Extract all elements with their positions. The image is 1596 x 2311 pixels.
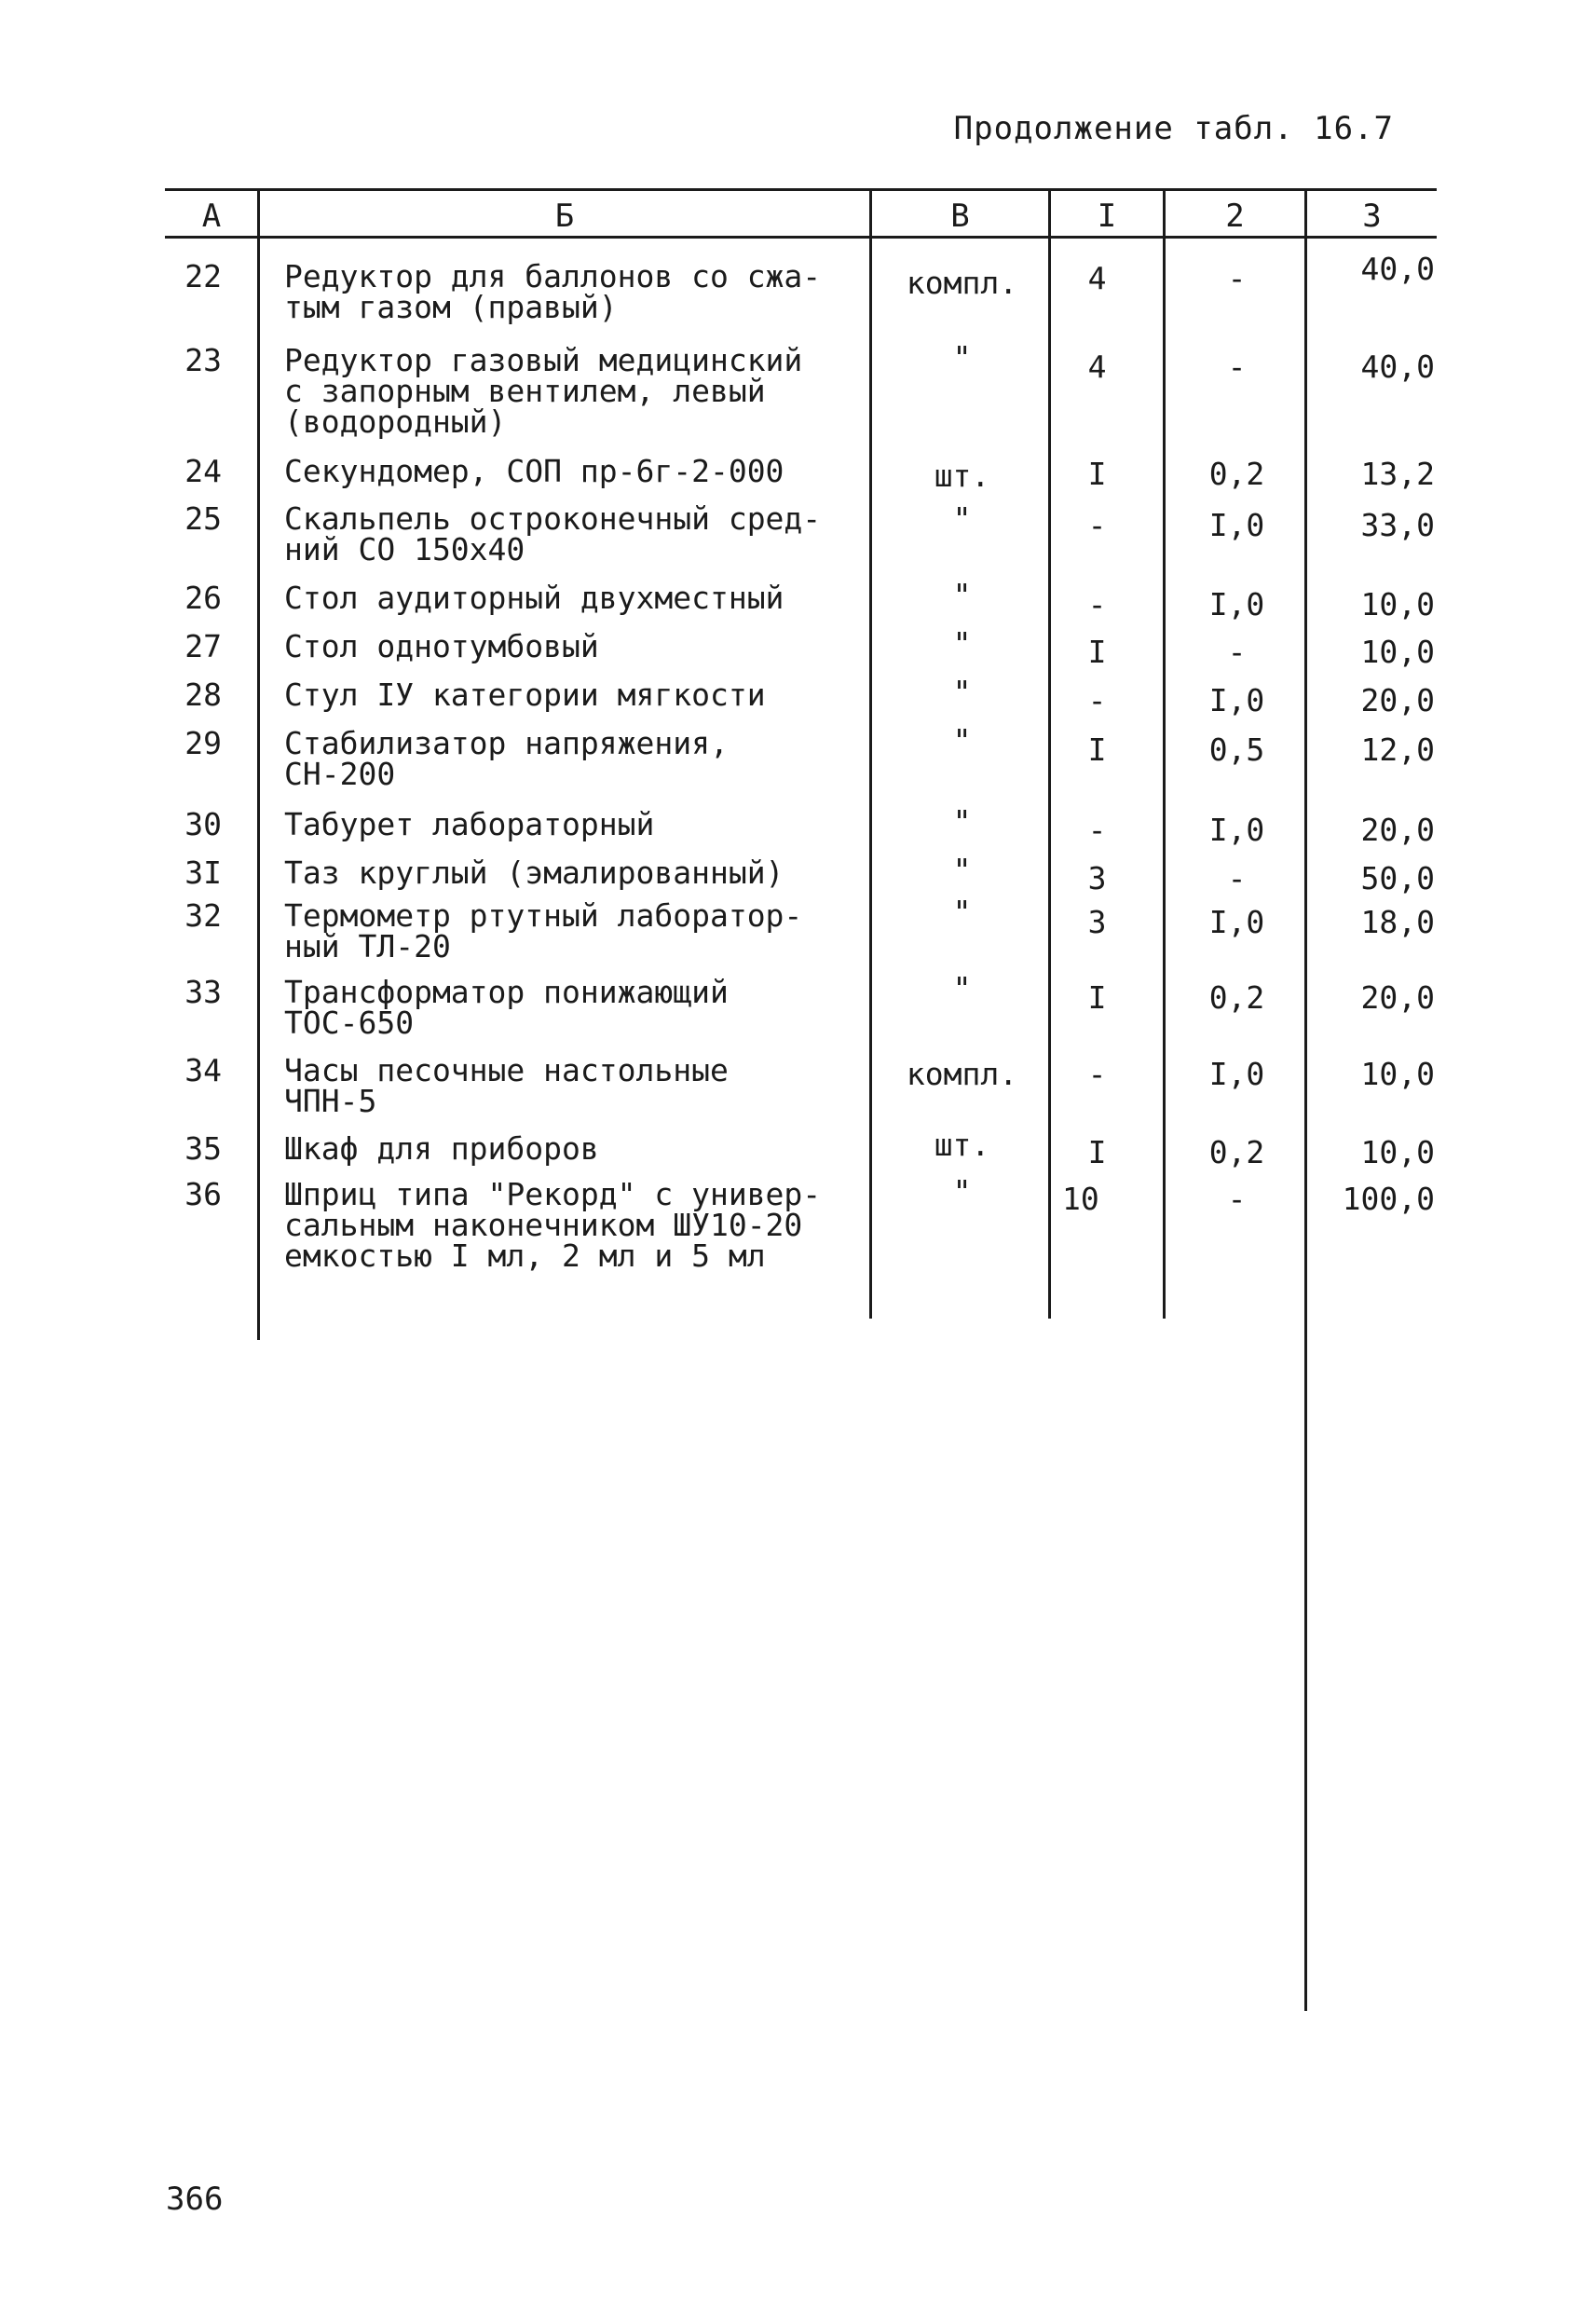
row-31-number: 3I [184,855,222,891]
row-27-col-2: - [1227,634,1247,670]
row-32-name: Термометр ртутный лаборатор- ный ТЛ-20 [284,897,803,964]
row-36-col-2: - [1227,1181,1247,1217]
row-36-unit: " [952,1173,972,1210]
row-35-col-3: 10,0 [1360,1134,1435,1170]
row-34-number: 34 [184,1052,222,1088]
row-30-col-1: - [1087,812,1107,848]
row-36-col-3: 100,0 [1342,1181,1435,1217]
row-32-number: 32 [184,897,222,934]
row-23-col-1: 4 [1087,349,1107,385]
row-28-col-3: 20,0 [1360,682,1435,718]
row-29-unit: " [952,722,972,759]
column-divider-b [869,189,872,1319]
row-31-name: Таз круглый (эмалированный) [284,855,784,891]
row-24-col-2: 0,2 [1208,456,1265,492]
row-33-col-3: 20,0 [1360,979,1435,1016]
row-23-number: 23 [184,342,222,378]
row-28-number: 28 [184,677,222,713]
column-divider-a [257,189,260,1340]
row-36-col-1: 10 [1062,1181,1099,1217]
header-col-1: I [1097,198,1117,235]
row-24-number: 24 [184,453,222,489]
row-22-col-1: 4 [1087,260,1107,296]
row-35-col-1: I [1087,1134,1107,1170]
row-31-col-1: 3 [1087,860,1107,896]
row-32-unit: " [952,894,972,930]
row-31-unit: " [952,852,972,888]
row-27-number: 27 [184,628,222,664]
row-34-name: Часы песочные настольные ЧПН-5 [284,1052,729,1119]
row-25-number: 25 [184,500,222,537]
row-26-name: Стол аудиторный двухместный [284,580,784,616]
row-25-col-2: I,0 [1208,507,1265,543]
row-22-col-2: - [1227,260,1247,296]
row-33-number: 33 [184,974,222,1010]
row-26-col-1: - [1087,586,1107,622]
row-24-name: Секундомер, СОП пр-6г-2-000 [284,453,784,489]
row-34-col-2: I,0 [1208,1056,1265,1092]
row-36-number: 36 [184,1176,222,1212]
row-27-col-3: 10,0 [1360,634,1435,670]
table-continuation-caption: Продолжение табл. 16.7 [953,110,1394,147]
column-divider-1 [1163,189,1166,1319]
column-divider-2 [1304,189,1307,2011]
row-29-col-2: 0,5 [1208,732,1265,768]
row-28-col-1: - [1087,682,1107,718]
row-23-name: Редуктор газовый медицинский с запорным вентилем, левый (водородный) [284,342,803,440]
row-31-col-3: 50,0 [1360,860,1435,896]
row-34-col-1: - [1087,1056,1107,1092]
row-34-col-3: 10,0 [1360,1056,1435,1092]
row-27-col-1: I [1087,634,1107,670]
row-27-unit: " [952,625,972,662]
row-22-unit: компл. [906,265,1018,301]
row-23-col-3: 40,0 [1360,349,1435,385]
row-35-col-2: 0,2 [1208,1134,1265,1170]
row-28-unit: " [952,674,972,710]
row-29-name: Стабилизатор напряжения, СН-200 [284,725,729,792]
header-col-3: 3 [1362,198,1382,235]
row-26-unit: " [952,577,972,613]
row-25-col-3: 33,0 [1360,507,1435,543]
row-31-col-2: - [1227,860,1247,896]
row-29-number: 29 [184,725,222,761]
row-26-number: 26 [184,580,222,616]
row-33-unit: " [952,970,972,1006]
row-35-name: Шкаф для приборов [284,1130,599,1167]
row-35-unit: шт. [934,1127,990,1163]
page-number: 366 [166,2181,224,2218]
row-25-unit: " [952,500,972,537]
row-23-unit: " [952,339,972,376]
row-30-unit: " [952,803,972,840]
row-33-col-2: 0,2 [1208,979,1265,1016]
table-top-rule [165,188,1437,191]
column-divider-v [1048,189,1051,1319]
row-25-name: Скальпель остроконечный сред- ний СО 150х40 [284,500,822,567]
row-32-col-3: 18,0 [1360,904,1435,940]
row-33-name: Трансформатор понижающий ТОС-650 [284,974,729,1041]
row-22-number: 22 [184,258,222,294]
row-29-col-3: 12,0 [1360,732,1435,768]
row-29-col-1: I [1087,732,1107,768]
row-28-col-2: I,0 [1208,682,1265,718]
header-col-2: 2 [1225,198,1245,235]
row-24-col-3: 13,2 [1360,456,1435,492]
row-32-col-1: 3 [1087,904,1107,940]
row-28-name: Стул IУ категории мягкости [284,677,766,713]
header-b: Б [554,198,575,235]
row-27-name: Стол однотумбовый [284,628,599,664]
row-24-col-1: I [1087,456,1107,492]
row-30-col-3: 20,0 [1360,812,1435,848]
header-v: В [950,198,970,235]
row-24-unit: шт. [934,458,990,494]
row-26-col-2: I,0 [1208,586,1265,622]
row-23-col-2: - [1227,349,1247,385]
row-22-col-3: 40,0 [1360,251,1435,287]
table-header-rule [165,236,1437,239]
row-34-unit: компл. [906,1056,1018,1092]
row-22-name: Редуктор для баллонов со сжа- тым газом (правый) [284,258,822,325]
row-26-col-3: 10,0 [1360,586,1435,622]
header-a: А [201,198,222,235]
row-25-col-1: - [1087,507,1107,543]
row-36-name: Шприц типа "Рекорд" с универ- сальным наконечником ШУ10-20 емкостью I мл, 2 мл и 5 мл [284,1176,822,1274]
row-30-col-2: I,0 [1208,812,1265,848]
row-35-number: 35 [184,1130,222,1167]
row-30-name: Табурет лабораторный [284,806,655,842]
row-32-col-2: I,0 [1208,904,1265,940]
row-30-number: 30 [184,806,222,842]
row-33-col-1: I [1087,979,1107,1016]
